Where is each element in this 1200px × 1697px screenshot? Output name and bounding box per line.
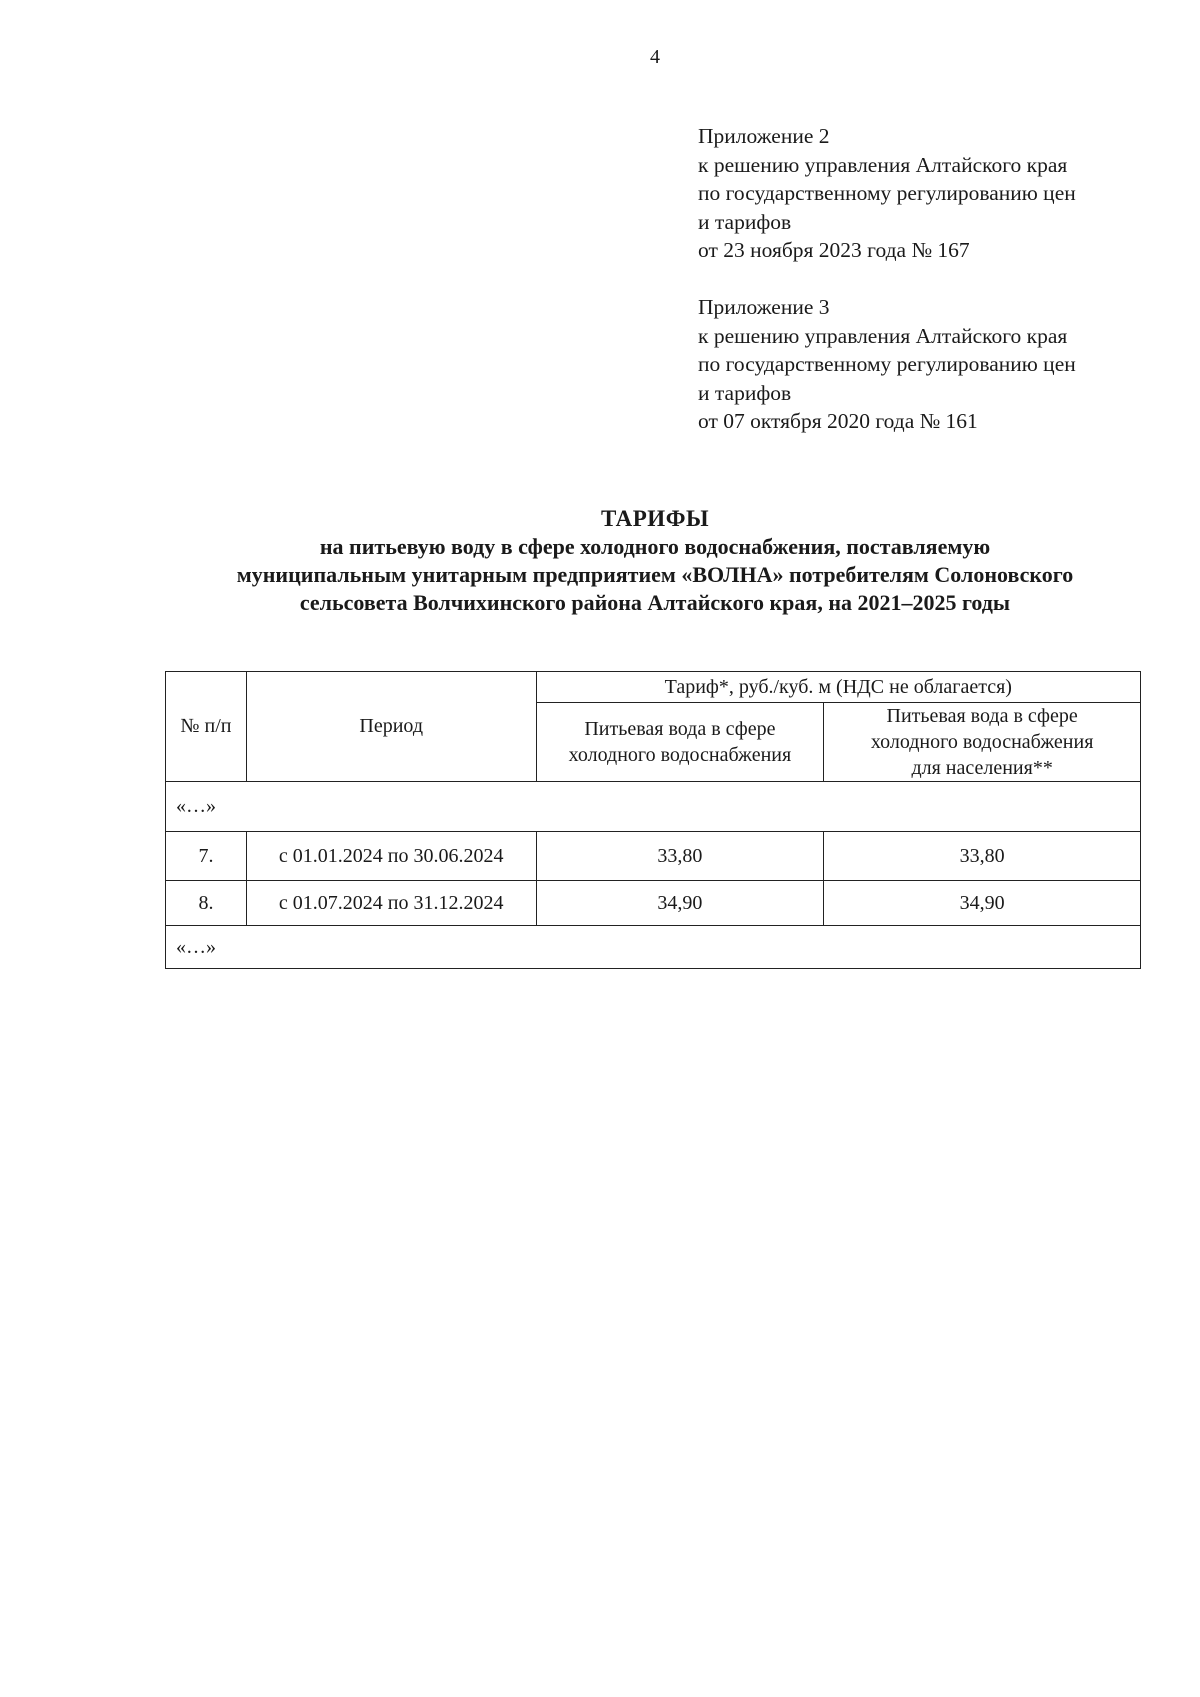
table-row [166, 832, 1141, 881]
annex-2-header [698, 122, 1076, 265]
table-header-row [166, 672, 1141, 703]
title-main: ТАРИФЫ [600, 506, 710, 531]
header-tariff-group: Тариф*, руб./куб. м (НДС не облагается) [536, 672, 1140, 703]
cell-period: с 01.07.2024 по 31.12.2024 [246, 881, 536, 926]
annex-line: к решению управления Алтайского края [698, 152, 1068, 177]
title-line: сельсовета Волчихинского района Алтайского края, на 2021–2025 годы [299, 590, 1011, 615]
annex-line: от 23 ноября 2023 года № 167 [698, 238, 970, 262]
annex-line: по государственному регулированию цен [698, 181, 1076, 205]
cell-tariff-population: 33,80 [824, 832, 1141, 881]
annex-3-header [698, 293, 1076, 436]
title-line: муниципальным унитарным предприятием «ВОЛНА» потребителям Солоновского [236, 562, 1074, 587]
ellipsis-row [166, 782, 1141, 832]
header-line: холодного водоснабжения [870, 731, 1094, 753]
title-line: на питьевую воду в сфере холодного водоснабжения, поставляемую [319, 534, 991, 559]
ellipsis-row [166, 926, 1141, 969]
annex-line: по государственному регулированию цен [698, 352, 1076, 376]
annex-line: от 07 октября 2020 года № 161 [698, 409, 978, 433]
header-period: Период [246, 672, 536, 782]
header-tariff-population [824, 703, 1141, 782]
header-line: Питьевая вода в сфере [886, 705, 1078, 727]
header-line: Питьевая вода в сфере [584, 718, 776, 740]
cell-num: 7. [166, 832, 247, 881]
annex-line: и тарифов [698, 380, 792, 405]
header-line: холодного водоснабжения [568, 744, 792, 766]
cell-tariff: 34,90 [536, 881, 824, 926]
page-number: 4 [650, 46, 660, 68]
ellipsis-cell: «…» [166, 926, 1141, 969]
ellipsis-cell: «…» [166, 782, 1141, 832]
header-line: для населения** [911, 757, 1053, 779]
cell-num: 8. [166, 881, 247, 926]
cell-tariff-population: 34,90 [824, 881, 1141, 926]
annex-line: к решению управления Алтайского края [698, 323, 1068, 348]
cell-period: с 01.01.2024 по 30.06.2024 [246, 832, 536, 881]
annex-line: Приложение 2 [698, 124, 830, 148]
annex-line: Приложение 3 [698, 295, 830, 319]
document-title [160, 505, 1150, 617]
header-tariff-general [536, 703, 824, 782]
table-row [166, 881, 1141, 926]
annex-line: и тарифов [698, 209, 792, 234]
header-num: № п/п [166, 672, 247, 782]
cell-tariff: 33,80 [536, 832, 824, 881]
tariff-table [165, 671, 1141, 969]
